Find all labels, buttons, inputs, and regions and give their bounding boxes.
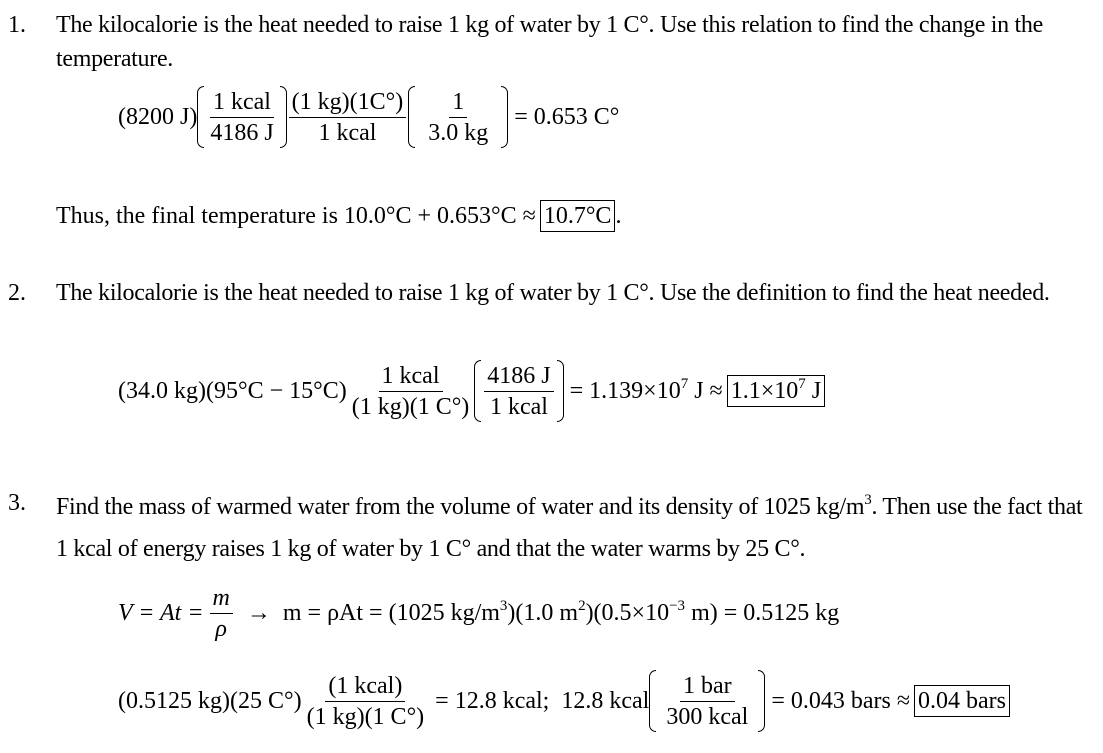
denominator: 4186 J: [210, 119, 274, 146]
paren-group: [474, 360, 563, 422]
conclusion: [56, 200, 621, 232]
answer-box: 0.04 bars: [914, 685, 1010, 717]
eq-mid: = 12.8 kcal; 12.8 kcal: [435, 687, 650, 714]
mass-calc: m = ρAt = (1025 $kg/m^3)(1.0$ $m^2)(0.5\times 10^{-3}$ m) = 0.5125 kg: [282, 598, 840, 626]
problem-statement: Find the mass of warmed water from the volume of water and its density of 1025 $kg/m^3$. Then use the fact that 1 kcal of energy raises 1 kg of water by 1 C° and that the water warms by 25 C°.: [56, 492, 1083, 562]
problem-text: [56, 486, 1096, 570]
problem-text: [56, 8, 1096, 76]
equation-1: [118, 86, 619, 148]
answer-box: $1.1\times 10^7$ J: [727, 375, 825, 407]
paren-group: [408, 86, 508, 148]
equation-1: [118, 360, 825, 422]
conclusion-suffix: .: [615, 202, 622, 229]
numerator: (1 kg)(1C°): [289, 88, 407, 118]
answer-box: 10.7°C: [540, 200, 616, 232]
fraction: [304, 672, 428, 731]
denominator: 1 kcal: [489, 393, 548, 420]
problem-text: [56, 276, 1096, 310]
eq-lhs: V = At =: [118, 600, 204, 626]
problem-number: 3.: [8, 490, 26, 516]
problem-number: 2.: [8, 280, 26, 306]
eq-lead: (8200 J): [118, 103, 198, 130]
fraction: [418, 88, 498, 147]
numerator: m: [210, 584, 233, 614]
fraction: [484, 362, 553, 421]
eq-result: = $1.139\times 10^7$ J ≈: [569, 375, 723, 404]
eq-result: = 0.043 bars ≈: [771, 687, 911, 714]
denominator: 300 kcal: [666, 703, 749, 730]
numerator: 1 kcal: [210, 88, 274, 118]
equation-2: [118, 670, 1010, 732]
fraction: [207, 88, 276, 147]
numerator: 1 bar: [680, 672, 735, 702]
conclusion-text: Thus, the final temperature is 10.0°C + 0.653°C ≈: [56, 202, 536, 229]
eq-result: = 0.653 C°: [514, 103, 620, 130]
fraction: [349, 362, 473, 421]
eq-lead: (34.0 kg)(95°C − 15°C): [118, 377, 347, 404]
arrow: →: [246, 600, 271, 626]
eq-lead: (0.5125 kg)(25 C°): [118, 687, 302, 714]
denominator: 3.0 kg: [428, 119, 489, 146]
numerator: 4186 J: [484, 362, 553, 392]
numerator: 1: [449, 88, 467, 118]
numerator: (1 kcal): [325, 672, 405, 702]
denominator: ρ: [215, 616, 227, 642]
equation-1: [118, 584, 839, 643]
problem-number: 1.: [8, 12, 26, 38]
denominator: 1 kcal: [318, 119, 377, 146]
fraction: [659, 672, 755, 731]
paren-group: [197, 86, 286, 148]
paren-group: [649, 670, 765, 732]
problem-statement: The kilocalorie is the heat needed to raise 1 kg of water by 1 C°. Use the definition to find the heat needed.: [56, 280, 1050, 306]
fraction: [210, 584, 233, 643]
fraction: [289, 88, 407, 147]
problem-statement: The kilocalorie is the heat needed to raise 1 kg of water by 1 C°. Use this relation to find the change in the temperature.: [56, 12, 1043, 72]
numerator: 1 kcal: [379, 362, 443, 392]
denominator: (1 kg)(1 C°): [306, 703, 425, 730]
denominator: (1 kg)(1 C°): [351, 393, 470, 420]
